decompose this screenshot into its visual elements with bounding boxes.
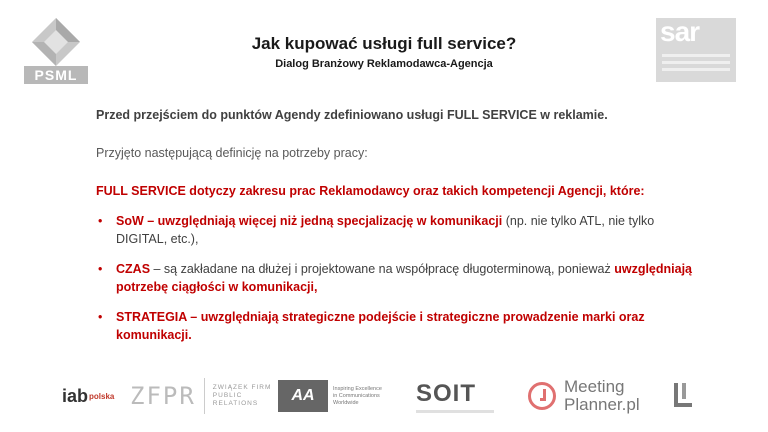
bullet-strategia <box>96 308 696 344</box>
bullet-dot-icon: • <box>98 310 103 324</box>
meeting-planner-text <box>564 378 640 414</box>
psml-logo-text: PSML <box>24 66 88 84</box>
meeting-planner-line1: Meeting <box>564 377 625 396</box>
saa-caption-line: Worldwide <box>333 399 359 406</box>
slide-body <box>96 106 696 344</box>
bullet-czas <box>96 260 696 296</box>
bullet-czas-emphasis: uwzględniają potrzebę ciągłości w komunikacji, <box>116 262 693 294</box>
bullet-sow-text: (np. nie tylko ATL, nie tylko DIGITAL, etc.), <box>116 214 655 246</box>
partner-logos <box>0 372 768 428</box>
slide-subtitle: Dialog Branżowy Reklamodawca-Agencja <box>275 58 493 70</box>
saa-caption-line: in Communications <box>333 392 380 399</box>
saa-caption <box>333 386 393 407</box>
definition-lead: FULL SERVICE dotyczy zakresu prac Reklamodawcy oraz takich kompetencji Agencji, które: <box>96 184 645 198</box>
check-circle-icon <box>528 382 556 410</box>
bullet-dot-icon: • <box>98 262 103 276</box>
zfpr-caption <box>213 384 272 408</box>
zfpr-logo <box>130 372 271 420</box>
bullet-czas-text: – są zakładane na dłużej i projektowane na współpracę długoterminową, ponieważ <box>150 262 615 276</box>
meeting-planner-logo <box>528 372 640 420</box>
saa-logo <box>278 372 393 420</box>
zfpr-divider <box>204 378 205 414</box>
iab-logo-sup: polska <box>89 391 115 401</box>
slide-header <box>0 34 768 70</box>
soit-logo <box>416 372 494 420</box>
saa-caption-line: Inspiring Excellence <box>333 385 382 392</box>
soit-logo-underline <box>416 410 494 413</box>
bullet-sow-heading: SoW – uwzględniają więcej niż jedną specjalizację w komunikacji <box>116 214 503 228</box>
zfpr-caption-line: RELATIONS <box>212 400 259 407</box>
bullet-sow <box>96 212 696 248</box>
ll-mark-icon <box>668 381 698 411</box>
bullet-czas-heading: CZAS <box>116 262 151 276</box>
iab-logo <box>62 372 114 420</box>
sar-logo-text: sar <box>660 16 700 47</box>
saa-logo-mark: AA <box>278 380 328 412</box>
bullet-dot-icon: • <box>98 214 103 228</box>
intro-paragraph: Przed przejściem do punktów Agendy zdefiniowano usługi FULL SERVICE w reklamie. <box>96 108 608 122</box>
slide-title: Jak kupować usługi full service? <box>251 34 517 53</box>
zfpr-caption-line: PUBLIC <box>212 392 243 399</box>
zfpr-logo-text: ZFPR <box>130 382 196 410</box>
soit-logo-text: SOIT <box>416 379 477 407</box>
definition-line: Przyjęto następującą definicję na potrzeby pracy: <box>96 146 368 160</box>
bullet-strategia-text: STRATEGIA – uwzględniają strategiczne podejście i strategiczne prowadzenie marki oraz komunikacji. <box>116 310 645 342</box>
zfpr-caption-line: ZWIĄZEK FIRM <box>212 384 272 391</box>
partner-ll-logo <box>668 372 698 420</box>
meeting-planner-line2: Planner.pl <box>564 395 640 414</box>
iab-logo-text: iab <box>62 385 89 406</box>
